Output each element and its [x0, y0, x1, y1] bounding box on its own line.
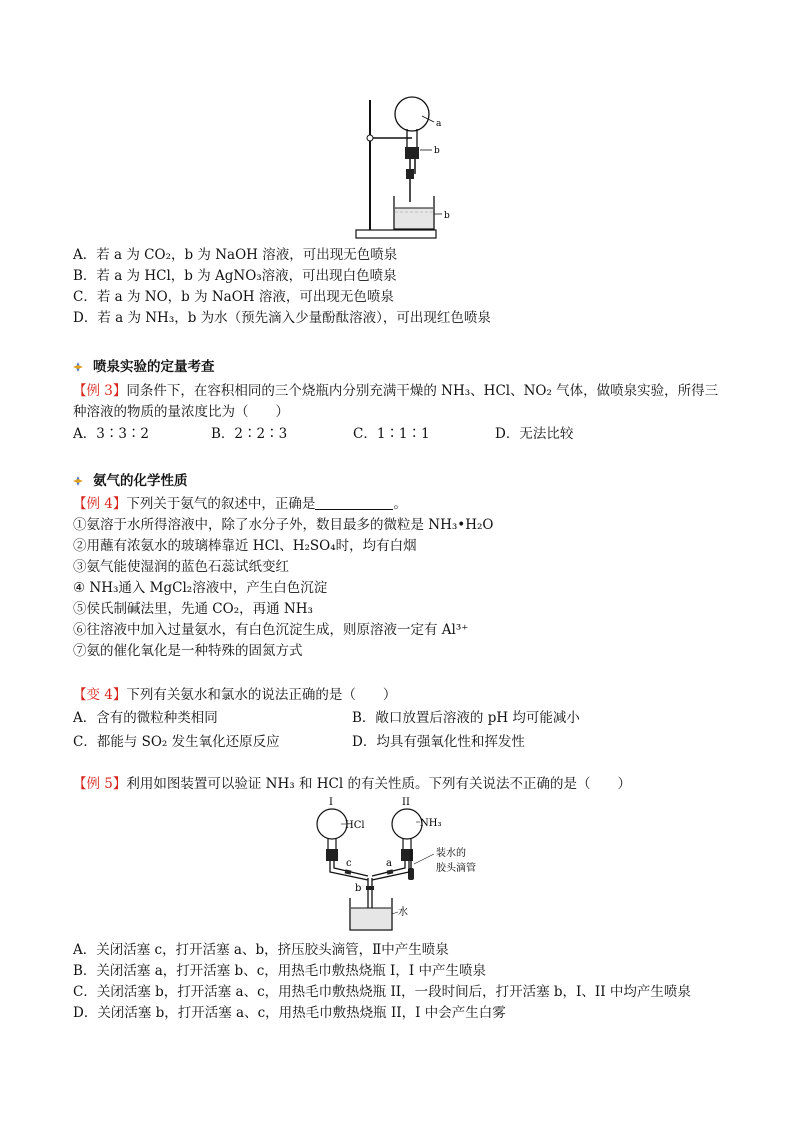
fig1-label-b-lower: b: [444, 211, 450, 221]
ex4-item-7: ⑦氨的催化氧化是一种特殊的固氮方式: [73, 643, 303, 659]
ex5-tag: 【例 5】: [73, 776, 127, 792]
var4-stem-text: 下列有关氨水和氯水的说法正确的是（ ）: [126, 687, 397, 703]
valve-a-label: a: [386, 858, 392, 869]
ex4-item-3: ③氨气能使湿润的蓝色石蕊试纸变红: [73, 559, 289, 575]
fig1-label-a: a: [436, 119, 442, 129]
ex4-item-4: ④ NH₃通入 MgCl₂溶液中，产生白色沉淀: [73, 580, 328, 596]
prev-option-a: A．若 a 为 CO₂，b 为 NaOH 溶液，可出现无色喷泉: [73, 247, 398, 263]
ex3-option-c: C．1∶1∶1: [353, 426, 430, 442]
var4-option-a: A．含有的微粒种类相同: [73, 710, 218, 726]
section-title: 喷泉实验的定量考查: [93, 359, 215, 375]
water-label: 水: [398, 907, 408, 918]
ex5-option-d: D．关闭活塞 b，打开活塞 a、c，用热毛巾敷热烧瓶 II，I 中会产生白雾: [73, 1005, 506, 1021]
prev-option-b: B．若 a 为 HCl，b 为 AgNO₃溶液，可出现白色喷泉: [73, 268, 397, 284]
ex4-stem-end: 。: [393, 496, 407, 512]
fig1-label-b-upper: b: [434, 146, 440, 156]
dropper-label-2: 胶头滴管: [436, 863, 476, 874]
ex3-tag: 【例 3】: [73, 383, 127, 399]
ex3-option-b: B．2∶2∶3: [211, 426, 288, 442]
ex4-item-1: ①氨溶于水所得溶液中，除了水分子外，数目最多的微粒是 NH₃•H₂O: [73, 517, 494, 533]
var4-stem: [73, 685, 396, 705]
var4-option-c: C．都能与 SO₂ 发生氧化还原反应: [73, 734, 280, 750]
ex4-item-2: ②用蘸有浓氨水的玻璃棒靠近 HCl、H₂SO₄时，均有白烟: [73, 538, 417, 554]
ex5-option-a: A．关闭活塞 c，打开活塞 a、b，挤压胶头滴管，Ⅱ中产生喷泉: [73, 942, 449, 958]
ex4-stem: [73, 494, 407, 514]
var4-options-row2: [73, 732, 525, 752]
ex3-option-a: A．3∶3∶2: [73, 426, 150, 442]
ex5-option-b: B．关闭活塞 a，打开活塞 b、c，用热毛巾敷热烧瓶 I，I 中产生喷泉: [73, 963, 487, 979]
label-flask-II: II: [402, 797, 410, 808]
ex3-options: [73, 424, 574, 444]
var4-options-row1: [73, 708, 580, 728]
ex4-item-5: ⑤侯氏制碱法里，先通 CO₂，再通 NH₃: [73, 601, 313, 617]
ex5-stem: [73, 774, 631, 794]
valve-c-label: c: [346, 858, 352, 869]
ex3-stem2: 种溶液的物质的量浓度比为（ ）: [73, 404, 289, 420]
gas-nh3-label: NH₃: [420, 818, 442, 829]
var4-tag: 【变 4】: [73, 687, 127, 703]
section-bullet-icon: [73, 476, 83, 486]
prev-option-d: D．若 a 为 NH₃，b 为水（预先滴入少量酚酞溶液），可出现红色喷泉: [73, 310, 491, 326]
section-bullet-icon: [73, 362, 83, 372]
ex3-stem1: 同条件下，在容积相同的三个烧瓶内分别充满干燥的 NH₃、HCl、NO₂ 气体，做喷泉实验，所得三: [126, 383, 719, 399]
ex5-stem-text: 利用如图装置可以验证 NH₃ 和 HCl 的有关性质。下列有关说法不正确的是（ ）: [126, 776, 631, 792]
valve-b-label: b: [355, 883, 362, 894]
ex3-stem-line1: [73, 381, 718, 401]
section-heading-quantitative: [73, 357, 215, 377]
ex4-stem-text: 下列关于氨气的叙述中，正确是: [126, 496, 316, 512]
ex3-option-d: D．无法比较: [495, 426, 574, 442]
ammonia-hcl-apparatus-figure: [310, 794, 540, 934]
answer-blank[interactable]: [315, 495, 393, 510]
section-heading-chemical-properties: [73, 471, 188, 491]
gas-hcl-label: HCl: [345, 820, 365, 831]
label-flask-I: I: [329, 797, 333, 808]
ex4-item-6: ⑥往溶液中加入过量氨水，有白色沉淀生成，则原溶液一定有 Al³⁺: [73, 622, 469, 638]
section-title: 氨气的化学性质: [93, 473, 188, 489]
dropper-label-1: 装水的: [436, 848, 466, 859]
var4-option-d: D．均具有强氧化性和挥发性: [352, 734, 525, 750]
ex5-option-c: C．关闭活塞 b，打开活塞 a、c，用热毛巾敷热烧瓶 II，一段时间后，打开活塞 b，I、II 中均产生喷泉: [73, 984, 691, 1000]
ex4-tag: 【例 4】: [73, 496, 127, 512]
fountain-apparatus-figure: [350, 92, 460, 242]
prev-option-c: C．若 a 为 NO，b 为 NaOH 溶液，可出现无色喷泉: [73, 289, 394, 305]
var4-option-b: B．敞口放置后溶液的 pH 均可能减小: [352, 710, 580, 726]
